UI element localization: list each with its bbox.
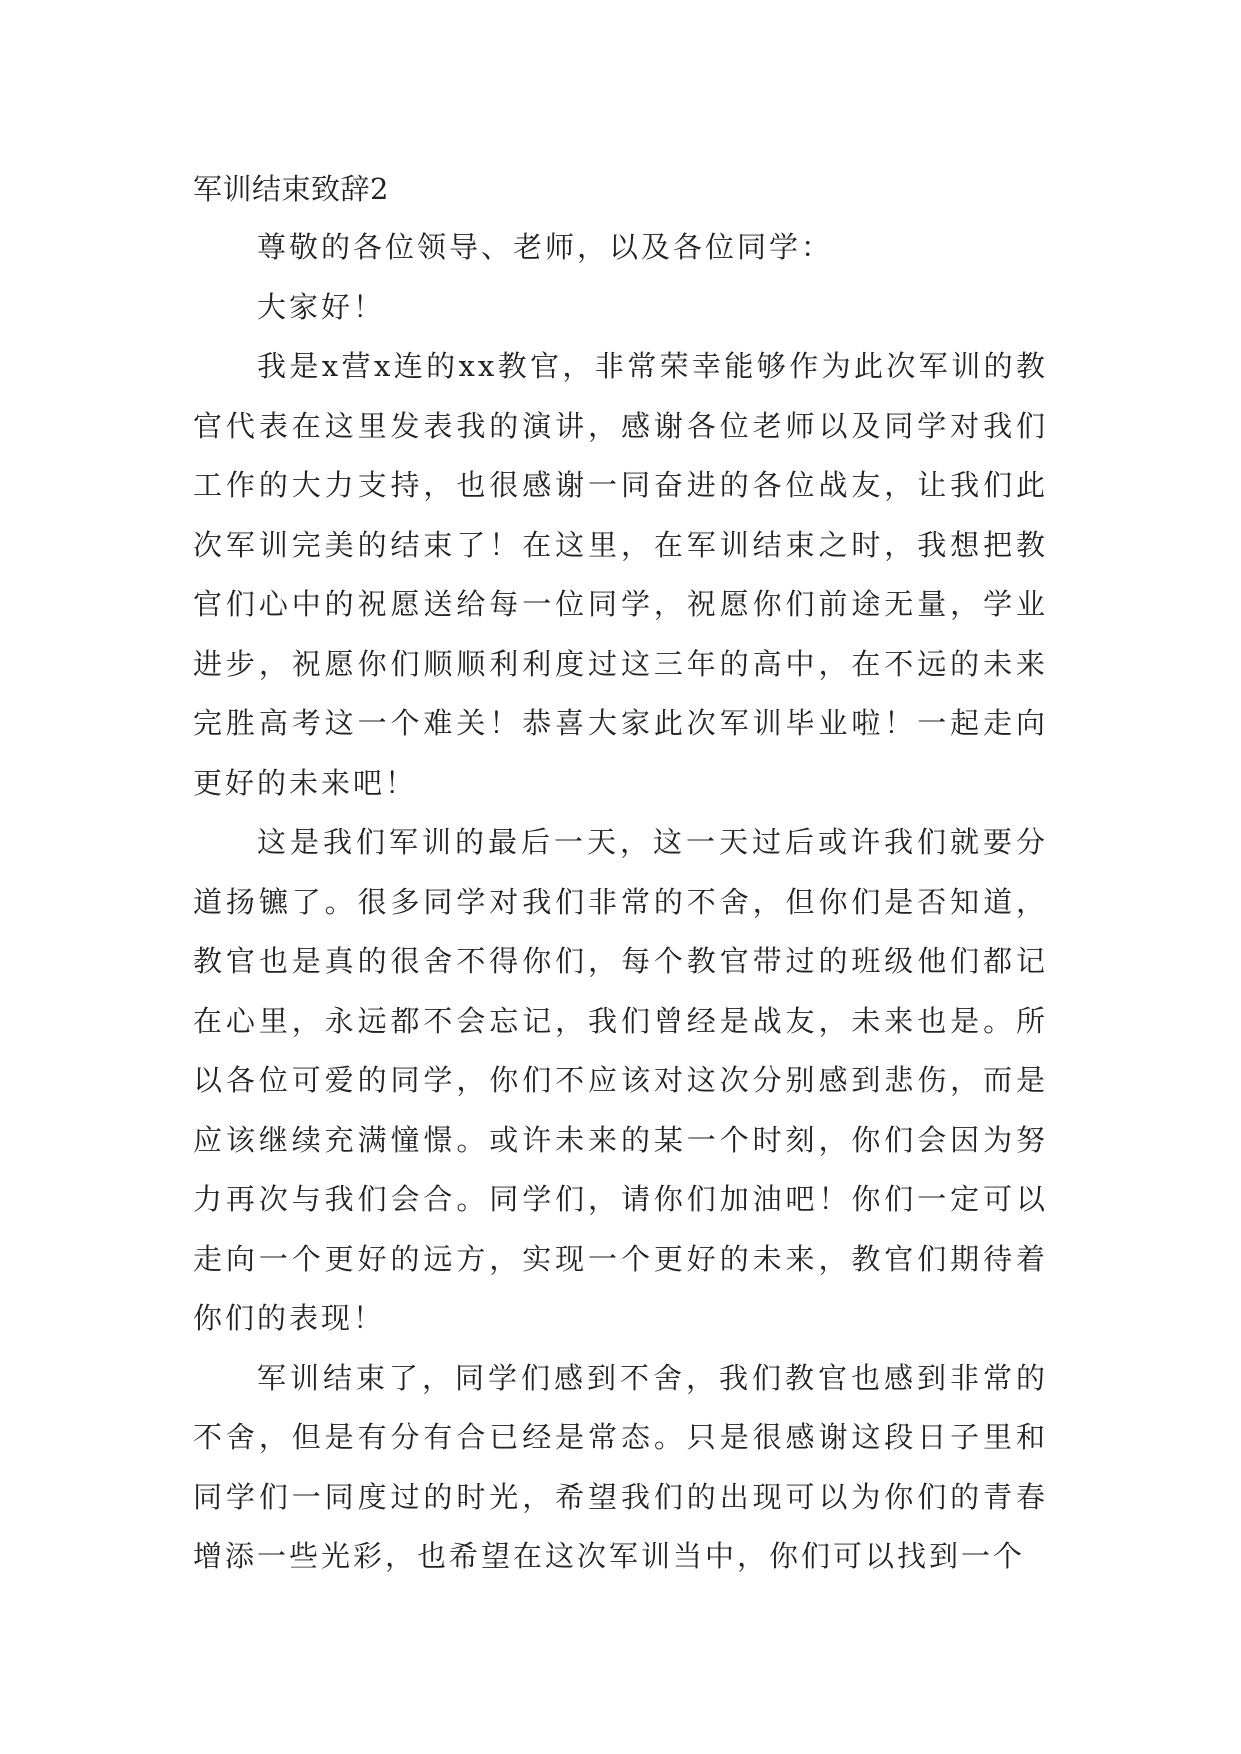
paragraph-introduction: 我是x营x连的xx教官，非常荣幸能够作为此次军训的教官代表在这里发表我的演讲，感谢各位老师以及同学对我们工作的大力支持，也很感谢一同奋进的各位战友，让我们此次军训完美的结束了！在这里，在军训结束之时，我想把教官们心中的祝愿送给每一位同学，祝愿你们前途无量，学业进步，祝愿你们顺顺利利度过这三年的高中，在不远的未来完胜高考这一个难关！恭喜大家此次军训毕业啦！一起走向更好的未来吧！	[193, 349, 1048, 800]
document-title: 军训结束致辞2	[193, 172, 389, 206]
document-body	[193, 160, 1048, 1587]
paragraph-farewell: 这是我们军训的最后一天，这一天过后或许我们就要分道扬镳了。很多同学对我们非常的不舍，但你们是否知道，教官也是真的很舍不得你们，每个教官带过的班级他们都记在心里，永远都不会忘记，我们曾经是战友，未来也是。所以各位可爱的同学，你们不应该对这次分别感到悲伤，而是应该继续充满憧憬。或许未来的某一个时刻，你们会因为努力再次与我们会合。同学们，请你们加油吧！你们一定可以走向一个更好的远方，实现一个更好的未来，教官们期待着你们的表现！	[193, 825, 1048, 1335]
paragraph-closing: 军训结束了，同学们感到不舍，我们教官也感到非常的不舍，但是有分有合已经是常态。只是很感谢这段日子里和同学们一同度过的时光，希望我们的出现可以为你们的青春增添一些光彩，也希望在这次军训当中，你们可以找到一个	[193, 1360, 1048, 1573]
salutation: 尊敬的各位领导、老师，以及各位同学：	[257, 230, 834, 264]
greeting: 大家好！	[257, 289, 386, 324]
